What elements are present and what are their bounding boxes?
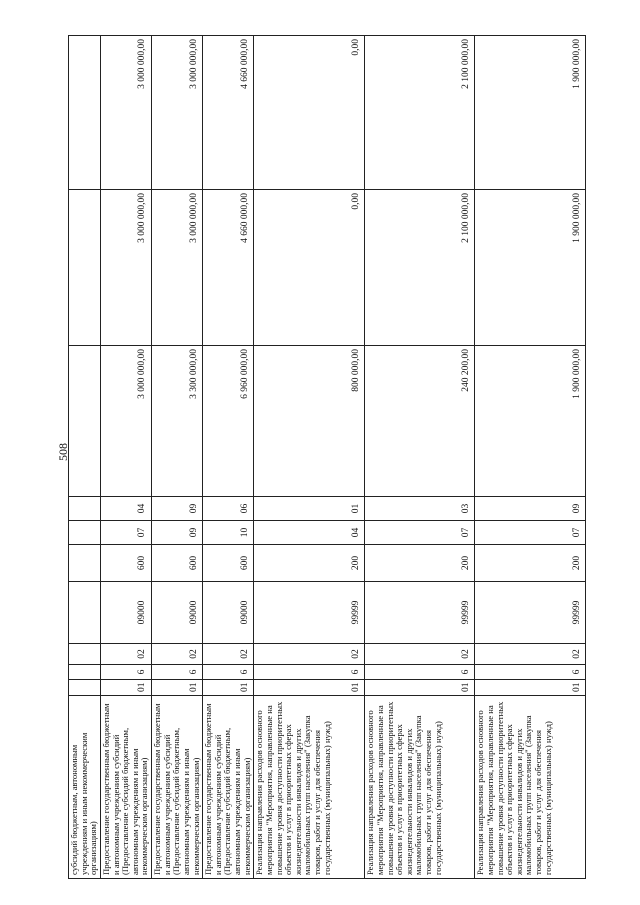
- amount-year-2: 1 900 000,00: [475, 190, 586, 346]
- subsection-code: 03: [365, 497, 475, 521]
- expense-type-code: 200: [254, 545, 365, 582]
- amount-year-1: 240 200,00: [365, 346, 475, 497]
- section-code: 04: [254, 521, 365, 545]
- direction-code: 99999: [365, 582, 475, 644]
- expense-type-code: [69, 545, 101, 582]
- section-code: 07: [365, 521, 475, 545]
- expense-type-code: 200: [365, 545, 475, 582]
- row-description: субсидий бюджетным, автономным учреждениям и иным некоммерческим организациям): [69, 696, 101, 879]
- subsection-code: 01: [254, 497, 365, 521]
- subsection-code: 04: [100, 497, 151, 521]
- table-row: [69, 36, 101, 879]
- expense-type-code: 200: [475, 545, 586, 582]
- program-code: 01: [254, 680, 365, 696]
- subprogram-code: 6: [203, 665, 254, 680]
- amount-year-3: 3 000 000,00: [152, 36, 203, 190]
- subsection-code: [69, 497, 101, 521]
- direction-code: 09000: [152, 582, 203, 644]
- table-row: [203, 36, 254, 879]
- amount-year-1: 6 960 000,00: [203, 346, 254, 497]
- amount-year-3: 0,00: [254, 36, 365, 190]
- main-event-code: 02: [365, 644, 475, 665]
- subsection-code: 06: [203, 497, 254, 521]
- section-code: 07: [100, 521, 151, 545]
- amount-year-3: 4 660 000,00: [203, 36, 254, 190]
- row-description: Предоставление государственным бюджетным и автономным учреждениям субсидий (Предоставление субсидий бюджетным, автономным учреждениям и иным некоммерческим организациям): [152, 696, 203, 879]
- table-row: [152, 36, 203, 879]
- table-row: [365, 36, 475, 879]
- direction-code: 99999: [254, 582, 365, 644]
- table-row: [475, 36, 586, 879]
- row-description: Реализация направления расходов основного мероприятия "Мероприятия, направленные на повышение уровня доступности приоритетных объектов и услуг в приоритетных сферах жизнедеятельности инвалидов и других маломобильных групп населения" (Закупка товаров, работ и услуг для обеспечения государственных (муниципальных) нужд): [254, 696, 365, 879]
- subprogram-code: 6: [254, 665, 365, 680]
- page-number: 508: [56, 443, 70, 461]
- program-code: 01: [203, 680, 254, 696]
- amount-year-1: 3 300 000,00: [152, 346, 203, 497]
- subprogram-code: 6: [100, 665, 151, 680]
- expense-type-code: 600: [203, 545, 254, 582]
- section-code: 09: [152, 521, 203, 545]
- direction-code: 99999: [475, 582, 586, 644]
- budget-table-wrapper: [68, 36, 582, 879]
- amount-year-1: [69, 346, 101, 497]
- amount-year-1: 3 000 000,00: [100, 346, 151, 497]
- program-code: [69, 680, 101, 696]
- amount-year-3: 3 000 000,00: [100, 36, 151, 190]
- amount-year-3: 1 900 000,00: [475, 36, 586, 190]
- program-code: 01: [100, 680, 151, 696]
- main-event-code: [69, 644, 101, 665]
- program-code: 01: [475, 680, 586, 696]
- expense-type-code: 600: [152, 545, 203, 582]
- direction-code: 09000: [100, 582, 151, 644]
- amount-year-3: [69, 36, 101, 190]
- main-event-code: 02: [100, 644, 151, 665]
- subprogram-code: 6: [365, 665, 475, 680]
- main-event-code: 02: [152, 644, 203, 665]
- section-code: [69, 521, 101, 545]
- amount-year-1: 800 000,00: [254, 346, 365, 497]
- main-event-code: 02: [203, 644, 254, 665]
- row-description: Предоставление государственным бюджетным и автономным учреждениям субсидий (Предоставление субсидий бюджетным, автономным учреждениям и иным некоммерческим организациям): [100, 696, 151, 879]
- amount-year-2: 3 000 000,00: [100, 190, 151, 346]
- direction-code: 09000: [203, 582, 254, 644]
- amount-year-2: 4 660 000,00: [203, 190, 254, 346]
- row-description: Реализация направления расходов основного мероприятия "Мероприятия, направленные на повышение уровня доступности приоритетных объектов и услуг в приоритетных сферах жизнедеятельности инвалидов и других маломобильных групп населения" (Закупка товаров, работ и услуг для обеспечения государственных (муниципальных) нужд): [475, 696, 586, 879]
- program-code: 01: [365, 680, 475, 696]
- table-row: [100, 36, 151, 879]
- budget-table: [68, 35, 586, 879]
- subprogram-code: [69, 665, 101, 680]
- expense-type-code: 600: [100, 545, 151, 582]
- subprogram-code: 6: [152, 665, 203, 680]
- table-row: [254, 36, 365, 879]
- amount-year-3: 2 100 000,00: [365, 36, 475, 190]
- section-code: 10: [203, 521, 254, 545]
- program-code: 01: [152, 680, 203, 696]
- main-event-code: 02: [254, 644, 365, 665]
- subprogram-code: 6: [475, 665, 586, 680]
- row-description: Реализация направления расходов основного мероприятия "Мероприятия, направленные на повышение уровня доступности приоритетных объектов и услуг в приоритетных сферах жизнедеятельности инвалидов и других маломобильных групп населения" (Закупка товаров, работ и услуг для обеспечения государственных (муниципальных) нужд): [365, 696, 475, 879]
- direction-code: [69, 582, 101, 644]
- main-event-code: 02: [475, 644, 586, 665]
- amount-year-2: 0,00: [254, 190, 365, 346]
- subsection-code: 09: [475, 497, 586, 521]
- amount-year-2: [69, 190, 101, 346]
- amount-year-2: 3 000 000,00: [152, 190, 203, 346]
- row-description: Предоставление государственным бюджетным и автономным учреждениям субсидий (Предоставление субсидий бюджетным, автономным учреждениям и иным некоммерческим организациям): [203, 696, 254, 879]
- amount-year-2: 2 100 000,00: [365, 190, 475, 346]
- amount-year-1: 1 900 000,00: [475, 346, 586, 497]
- section-code: 07: [475, 521, 586, 545]
- subsection-code: 09: [152, 497, 203, 521]
